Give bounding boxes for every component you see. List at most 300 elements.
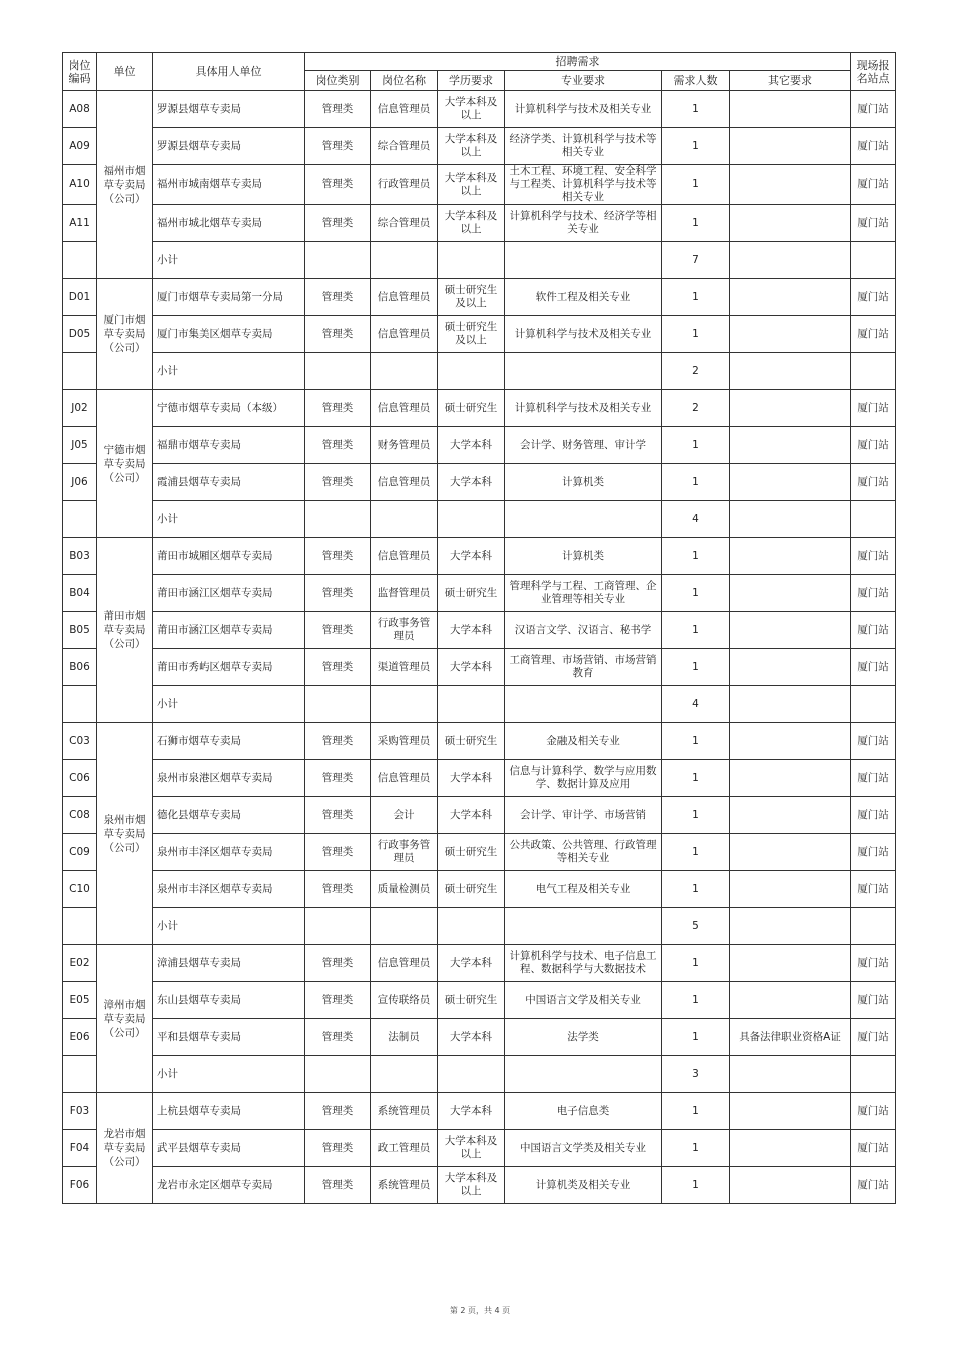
post-name-cell: 信息管理员 — [371, 538, 438, 575]
table-row — [63, 1019, 896, 1056]
post-category-cell: 管理类 — [305, 1167, 371, 1204]
other-requirement-cell — [730, 390, 851, 427]
other-requirement-cell — [730, 575, 851, 612]
header-row-1 — [63, 53, 896, 71]
employer-cell: 东山县烟草专卖局 — [153, 982, 305, 1019]
education-cell: 硕士研究生 — [438, 982, 505, 1019]
station-cell — [851, 242, 896, 279]
post-name-cell — [371, 686, 438, 723]
major-cell: 会计学、审计学、市场营销 — [505, 797, 662, 834]
other-requirement-cell — [730, 1093, 851, 1130]
post-name-cell: 行政管理员 — [371, 165, 438, 205]
station-cell: 厦门站 — [851, 1130, 896, 1167]
post-name-cell: 信息管理员 — [371, 316, 438, 353]
education-cell: 大学本科及以上 — [438, 91, 505, 128]
station-cell: 厦门站 — [851, 797, 896, 834]
subtotal-label: 小计 — [153, 501, 305, 538]
subtotal-label: 小计 — [153, 353, 305, 390]
other-requirement-cell: 具备法律职业资格A证 — [730, 1019, 851, 1056]
major-cell: 计算机类 — [505, 538, 662, 575]
major-cell: 信息与计算科学、数学与应用数学、数据计算及应用 — [505, 760, 662, 797]
headcount-cell: 1 — [662, 538, 730, 575]
education-cell: 硕士研究生 — [438, 871, 505, 908]
station-cell: 厦门站 — [851, 464, 896, 501]
other-requirement-cell — [730, 834, 851, 871]
post-name-cell — [371, 501, 438, 538]
education-cell: 大学本科及以上 — [438, 1130, 505, 1167]
employer-cell: 泉州市丰泽区烟草专卖局 — [153, 871, 305, 908]
employer-cell: 漳浦县烟草专卖局 — [153, 945, 305, 982]
post-name-cell — [371, 1056, 438, 1093]
post-code-cell: E06 — [63, 1019, 97, 1056]
unit-cell: 泉州市烟草专卖局（公司） — [97, 723, 153, 945]
education-cell — [438, 686, 505, 723]
post-category-cell: 管理类 — [305, 723, 371, 760]
post-category-cell: 管理类 — [305, 464, 371, 501]
subtotal-count: 2 — [662, 353, 730, 390]
post-name-cell: 信息管理员 — [371, 945, 438, 982]
station-cell: 厦门站 — [851, 205, 896, 242]
post-name-cell: 综合管理员 — [371, 205, 438, 242]
page-footer: 第 2 页，共 4 页 — [449, 1306, 511, 1315]
post-category-cell: 管理类 — [305, 538, 371, 575]
post-code-cell: E05 — [63, 982, 97, 1019]
station-cell: 厦门站 — [851, 649, 896, 686]
unit-cell: 厦门市烟草专卖局（公司） — [97, 279, 153, 390]
headcount-cell: 1 — [662, 279, 730, 316]
header-post-code: 岗位编码 — [63, 53, 97, 91]
table-row — [63, 1130, 896, 1167]
other-requirement-cell — [730, 91, 851, 128]
subtotal-label: 小计 — [153, 242, 305, 279]
post-category-cell — [305, 908, 371, 945]
station-cell — [851, 908, 896, 945]
headcount-cell: 1 — [662, 649, 730, 686]
other-requirement-cell — [730, 427, 851, 464]
post-category-cell: 管理类 — [305, 760, 371, 797]
major-cell: 计算机科学与技术、经济学等相关专业 — [505, 205, 662, 242]
post-name-cell: 综合管理员 — [371, 128, 438, 165]
station-cell: 厦门站 — [851, 1093, 896, 1130]
education-cell: 大学本科及以上 — [438, 205, 505, 242]
subtotal-count: 7 — [662, 242, 730, 279]
education-cell: 大学本科 — [438, 1093, 505, 1130]
subtotal-count: 5 — [662, 908, 730, 945]
table-row — [63, 871, 896, 908]
subtotal-label: 小计 — [153, 1056, 305, 1093]
major-cell — [505, 1056, 662, 1093]
employer-cell: 罗源县烟草专卖局 — [153, 128, 305, 165]
post-name-cell: 信息管理员 — [371, 464, 438, 501]
employer-cell: 泉州市丰泽区烟草专卖局 — [153, 834, 305, 871]
table-row — [63, 834, 896, 871]
other-requirement-cell — [730, 242, 851, 279]
post-name-cell: 宣传联络员 — [371, 982, 438, 1019]
table-row — [63, 538, 896, 575]
table-row — [63, 982, 896, 1019]
station-cell: 厦门站 — [851, 945, 896, 982]
post-category-cell: 管理类 — [305, 91, 371, 128]
station-cell: 厦门站 — [851, 871, 896, 908]
major-cell: 计算机类 — [505, 464, 662, 501]
post-code-cell: J02 — [63, 390, 97, 427]
headcount-cell: 1 — [662, 1093, 730, 1130]
education-cell: 大学本科 — [438, 538, 505, 575]
other-requirement-cell — [730, 538, 851, 575]
post-category-cell: 管理类 — [305, 316, 371, 353]
major-cell: 电气工程及相关专业 — [505, 871, 662, 908]
post-category-cell — [305, 686, 371, 723]
post-code-cell: D01 — [63, 279, 97, 316]
major-cell: 管理科学与工程、工商管理、企业管理等相关专业 — [505, 575, 662, 612]
header-unit: 单位 — [97, 53, 153, 91]
major-cell — [505, 908, 662, 945]
education-cell: 硕士研究生 — [438, 723, 505, 760]
education-cell: 硕士研究生及以上 — [438, 316, 505, 353]
station-cell: 厦门站 — [851, 390, 896, 427]
post-code-cell — [63, 1056, 97, 1093]
recruitment-table — [62, 52, 896, 1204]
other-requirement-cell — [730, 1167, 851, 1204]
employer-cell: 上杭县烟草专卖局 — [153, 1093, 305, 1130]
major-cell — [505, 686, 662, 723]
post-name-cell: 质量检测员 — [371, 871, 438, 908]
employer-cell: 莆田市城厢区烟草专卖局 — [153, 538, 305, 575]
header-headcount: 需求人数 — [662, 71, 730, 91]
other-requirement-cell — [730, 797, 851, 834]
table-row — [63, 316, 896, 353]
post-code-cell: B03 — [63, 538, 97, 575]
station-cell: 厦门站 — [851, 91, 896, 128]
major-cell: 中国语言文学及相关专业 — [505, 982, 662, 1019]
subtotal-row — [63, 501, 896, 538]
post-category-cell: 管理类 — [305, 1019, 371, 1056]
other-requirement-cell — [730, 165, 851, 205]
post-code-cell — [63, 686, 97, 723]
station-cell: 厦门站 — [851, 427, 896, 464]
education-cell: 大学本科 — [438, 464, 505, 501]
subtotal-label: 小计 — [153, 686, 305, 723]
education-cell: 大学本科及以上 — [438, 128, 505, 165]
post-code-cell: A10 — [63, 165, 97, 205]
major-cell: 计算机科学与技术及相关专业 — [505, 390, 662, 427]
headcount-cell: 1 — [662, 834, 730, 871]
post-code-cell: F03 — [63, 1093, 97, 1130]
post-code-cell: C06 — [63, 760, 97, 797]
table-row — [63, 945, 896, 982]
table-row — [63, 575, 896, 612]
headcount-cell: 1 — [662, 91, 730, 128]
post-category-cell: 管理类 — [305, 612, 371, 649]
headcount-cell: 1 — [662, 205, 730, 242]
major-cell: 计算机科学与技术及相关专业 — [505, 316, 662, 353]
major-cell — [505, 353, 662, 390]
headcount-cell: 1 — [662, 464, 730, 501]
employer-cell: 泉州市泉港区烟草专卖局 — [153, 760, 305, 797]
other-requirement-cell — [730, 353, 851, 390]
major-cell: 软件工程及相关专业 — [505, 279, 662, 316]
post-name-cell: 法制员 — [371, 1019, 438, 1056]
post-category-cell: 管理类 — [305, 834, 371, 871]
headcount-cell: 1 — [662, 760, 730, 797]
headcount-cell: 1 — [662, 945, 730, 982]
post-code-cell — [63, 501, 97, 538]
employer-cell: 石狮市烟草专卖局 — [153, 723, 305, 760]
education-cell: 大学本科 — [438, 612, 505, 649]
table-row — [63, 427, 896, 464]
education-cell: 大学本科 — [438, 797, 505, 834]
post-category-cell: 管理类 — [305, 279, 371, 316]
table-row — [63, 390, 896, 427]
table-row — [63, 91, 896, 128]
post-code-cell: F04 — [63, 1130, 97, 1167]
table-row — [63, 1093, 896, 1130]
header-post-name: 岗位名称 — [371, 71, 438, 91]
headcount-cell: 1 — [662, 797, 730, 834]
table-row — [63, 760, 896, 797]
table-row — [63, 165, 896, 205]
other-requirement-cell — [730, 871, 851, 908]
post-name-cell — [371, 908, 438, 945]
post-name-cell: 信息管理员 — [371, 760, 438, 797]
post-category-cell: 管理类 — [305, 797, 371, 834]
header-education: 学历要求 — [438, 71, 505, 91]
station-cell: 厦门站 — [851, 723, 896, 760]
major-cell: 计算机科学与技术、电子信息工程、数据科学与大数据技术 — [505, 945, 662, 982]
post-code-cell: B05 — [63, 612, 97, 649]
header-recruit-demand: 招聘需求 — [305, 53, 851, 71]
subtotal-row — [63, 1056, 896, 1093]
station-cell: 厦门站 — [851, 316, 896, 353]
post-name-cell: 采购管理员 — [371, 723, 438, 760]
post-name-cell: 渠道管理员 — [371, 649, 438, 686]
headcount-cell: 1 — [662, 612, 730, 649]
station-cell: 厦门站 — [851, 165, 896, 205]
post-code-cell: J06 — [63, 464, 97, 501]
station-cell: 厦门站 — [851, 1019, 896, 1056]
subtotal-row — [63, 242, 896, 279]
subtotal-row — [63, 353, 896, 390]
post-category-cell: 管理类 — [305, 128, 371, 165]
post-name-cell: 系统管理员 — [371, 1093, 438, 1130]
post-code-cell: A11 — [63, 205, 97, 242]
education-cell: 大学本科 — [438, 427, 505, 464]
headcount-cell: 1 — [662, 871, 730, 908]
post-name-cell: 信息管理员 — [371, 279, 438, 316]
employer-cell: 罗源县烟草专卖局 — [153, 91, 305, 128]
unit-cell: 宁德市烟草专卖局（公司） — [97, 390, 153, 538]
post-name-cell — [371, 353, 438, 390]
post-category-cell — [305, 501, 371, 538]
headcount-cell: 1 — [662, 1167, 730, 1204]
other-requirement-cell — [730, 649, 851, 686]
employer-cell: 龙岩市永定区烟草专卖局 — [153, 1167, 305, 1204]
major-cell: 会计学、财务管理、审计学 — [505, 427, 662, 464]
post-code-cell: A08 — [63, 91, 97, 128]
station-cell — [851, 501, 896, 538]
post-name-cell: 系统管理员 — [371, 1167, 438, 1204]
subtotal-label: 小计 — [153, 908, 305, 945]
post-name-cell: 财务管理员 — [371, 427, 438, 464]
education-cell: 硕士研究生及以上 — [438, 279, 505, 316]
education-cell: 大学本科 — [438, 760, 505, 797]
education-cell: 大学本科及以上 — [438, 1167, 505, 1204]
post-category-cell: 管理类 — [305, 205, 371, 242]
post-code-cell — [63, 242, 97, 279]
post-category-cell: 管理类 — [305, 871, 371, 908]
education-cell: 大学本科 — [438, 649, 505, 686]
employer-cell: 莆田市涵江区烟草专卖局 — [153, 575, 305, 612]
major-cell — [505, 501, 662, 538]
post-code-cell: J05 — [63, 427, 97, 464]
unit-cell: 福州市烟草专卖局（公司） — [97, 91, 153, 279]
post-code-cell: C08 — [63, 797, 97, 834]
other-requirement-cell — [730, 128, 851, 165]
post-category-cell: 管理类 — [305, 649, 371, 686]
other-requirement-cell — [730, 1056, 851, 1093]
major-cell: 计算机类及相关专业 — [505, 1167, 662, 1204]
employer-cell: 厦门市集美区烟草专卖局 — [153, 316, 305, 353]
major-cell: 经济学类、计算机科学与技术等相关专业 — [505, 128, 662, 165]
education-cell: 硕士研究生 — [438, 834, 505, 871]
post-category-cell: 管理类 — [305, 945, 371, 982]
station-cell: 厦门站 — [851, 128, 896, 165]
station-cell: 厦门站 — [851, 834, 896, 871]
post-code-cell: F06 — [63, 1167, 97, 1204]
subtotal-row — [63, 908, 896, 945]
major-cell — [505, 242, 662, 279]
post-category-cell — [305, 1056, 371, 1093]
education-cell — [438, 501, 505, 538]
post-code-cell — [63, 908, 97, 945]
headcount-cell: 1 — [662, 1019, 730, 1056]
station-cell: 厦门站 — [851, 575, 896, 612]
major-cell: 中国语言文学类及相关专业 — [505, 1130, 662, 1167]
post-name-cell — [371, 242, 438, 279]
headcount-cell: 1 — [662, 316, 730, 353]
other-requirement-cell — [730, 982, 851, 1019]
post-code-cell — [63, 353, 97, 390]
table-row — [63, 279, 896, 316]
post-category-cell — [305, 353, 371, 390]
major-cell: 金融及相关专业 — [505, 723, 662, 760]
major-cell: 工商管理、市场营销、市场营销教育 — [505, 649, 662, 686]
education-cell: 大学本科 — [438, 1019, 505, 1056]
header-post-category: 岗位类别 — [305, 71, 371, 91]
other-requirement-cell — [730, 1130, 851, 1167]
station-cell: 厦门站 — [851, 612, 896, 649]
table-row — [63, 797, 896, 834]
other-requirement-cell — [730, 686, 851, 723]
post-name-cell: 监督管理员 — [371, 575, 438, 612]
unit-cell: 龙岩市烟草专卖局（公司） — [97, 1093, 153, 1204]
table-row — [63, 612, 896, 649]
post-code-cell: B04 — [63, 575, 97, 612]
major-cell: 电子信息类 — [505, 1093, 662, 1130]
subtotal-count: 4 — [662, 501, 730, 538]
education-cell — [438, 1056, 505, 1093]
station-cell: 厦门站 — [851, 538, 896, 575]
major-cell: 公共政策、公共管理、行政管理等相关专业 — [505, 834, 662, 871]
employer-cell: 德化县烟草专卖局 — [153, 797, 305, 834]
subtotal-count: 4 — [662, 686, 730, 723]
station-cell: 厦门站 — [851, 279, 896, 316]
table-row — [63, 128, 896, 165]
post-category-cell: 管理类 — [305, 390, 371, 427]
station-cell — [851, 686, 896, 723]
employer-cell: 福州市城南烟草专卖局 — [153, 165, 305, 205]
headcount-cell: 1 — [662, 427, 730, 464]
station-cell: 厦门站 — [851, 982, 896, 1019]
post-name-cell: 信息管理员 — [371, 91, 438, 128]
employer-cell: 厦门市烟草专卖局第一分局 — [153, 279, 305, 316]
post-code-cell: A09 — [63, 128, 97, 165]
other-requirement-cell — [730, 205, 851, 242]
headcount-cell: 1 — [662, 165, 730, 205]
table-row — [63, 464, 896, 501]
education-cell — [438, 242, 505, 279]
headcount-cell: 1 — [662, 575, 730, 612]
employer-cell: 福州市城北烟草专卖局 — [153, 205, 305, 242]
other-requirement-cell — [730, 908, 851, 945]
other-requirement-cell — [730, 612, 851, 649]
post-code-cell: E02 — [63, 945, 97, 982]
post-code-cell: C09 — [63, 834, 97, 871]
subtotal-count: 3 — [662, 1056, 730, 1093]
post-category-cell: 管理类 — [305, 982, 371, 1019]
post-category-cell: 管理类 — [305, 427, 371, 464]
post-name-cell: 行政事务管理员 — [371, 612, 438, 649]
education-cell: 硕士研究生 — [438, 390, 505, 427]
post-category-cell: 管理类 — [305, 165, 371, 205]
unit-cell: 漳州市烟草专卖局（公司） — [97, 945, 153, 1093]
employer-cell: 莆田市涵江区烟草专卖局 — [153, 612, 305, 649]
table-body — [63, 91, 896, 1204]
header-other: 其它要求 — [730, 71, 851, 91]
major-cell: 法学类 — [505, 1019, 662, 1056]
employer-cell: 平和县烟草专卖局 — [153, 1019, 305, 1056]
station-cell — [851, 353, 896, 390]
table-row — [63, 1167, 896, 1204]
other-requirement-cell — [730, 279, 851, 316]
major-cell: 汉语言文学、汉语言、秘书学 — [505, 612, 662, 649]
subtotal-row — [63, 686, 896, 723]
headcount-cell: 1 — [662, 1130, 730, 1167]
headcount-cell: 1 — [662, 982, 730, 1019]
other-requirement-cell — [730, 723, 851, 760]
station-cell — [851, 1056, 896, 1093]
post-name-cell: 会计 — [371, 797, 438, 834]
post-category-cell — [305, 242, 371, 279]
employer-cell: 武平县烟草专卖局 — [153, 1130, 305, 1167]
header-station: 现场报名站点 — [851, 53, 896, 91]
other-requirement-cell — [730, 760, 851, 797]
education-cell: 大学本科 — [438, 945, 505, 982]
unit-cell: 莆田市烟草专卖局（公司） — [97, 538, 153, 723]
post-code-cell: B06 — [63, 649, 97, 686]
post-code-cell: C03 — [63, 723, 97, 760]
table-row — [63, 205, 896, 242]
education-cell — [438, 353, 505, 390]
post-code-cell: C10 — [63, 871, 97, 908]
other-requirement-cell — [730, 464, 851, 501]
header-employer: 具体用人单位 — [153, 53, 305, 91]
post-name-cell: 信息管理员 — [371, 390, 438, 427]
post-category-cell: 管理类 — [305, 1093, 371, 1130]
station-cell: 厦门站 — [851, 760, 896, 797]
headcount-cell: 1 — [662, 723, 730, 760]
post-code-cell: D05 — [63, 316, 97, 353]
